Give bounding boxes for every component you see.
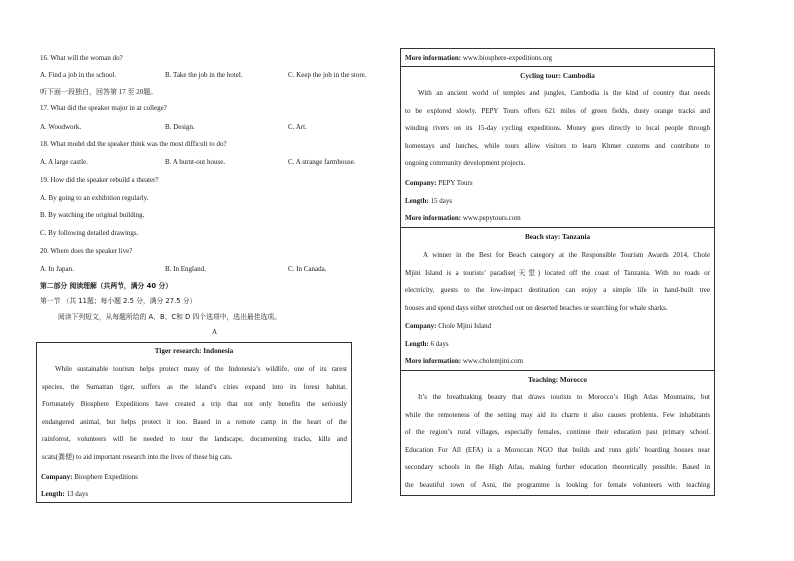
cambodia-line: With an ancient world of temples and jungles, Cambodia is the kind of country that needs [418, 89, 710, 97]
q16-option-a: A. Find a job in the school. [40, 71, 117, 79]
question-18: 18. What model did the speaker think was the most difficult to do? [40, 140, 227, 148]
tiger-line: species, the Sumatran tiger, suffers as the island’s cities expand into its forest habitat. [42, 382, 347, 391]
length-label: Length: [41, 490, 65, 498]
divider [401, 66, 714, 67]
cambodia-paragraph [405, 85, 710, 173]
tiger-title: Tiger research: Indonesia [154, 347, 234, 355]
tanzania-line: A winner in the Best for Beach category at the Responsible Tourism Awards 2014, Chole [423, 251, 710, 259]
tiger-company [41, 473, 138, 482]
length-value: 6 days [430, 340, 449, 348]
company-value: PEPY Tours [438, 179, 473, 187]
section-1-heading: 第一节 （共 11题；每小题 2.5 分，满分 27.5 分） [40, 297, 197, 305]
q17-option-c: C. Art. [288, 123, 307, 131]
length-label: Length: [405, 197, 429, 205]
morocco-line: of the region’s rural villages, especially females, continue their education past primary school. [405, 428, 710, 437]
tanzania-paragraph [405, 247, 710, 317]
company-label: Company: [405, 179, 437, 187]
tiger-line: endangered animal, but helps protect it too. Based in a remote camp in the heart of the [42, 417, 347, 426]
length-value: 15 days [430, 197, 453, 205]
morocco-line: while the remoteness of the setting may aid its charm it also causes problems. Few inhabitants [405, 410, 710, 419]
q16-option-c: C. Keep the job in the store. [288, 71, 367, 79]
question-16: 16. What will the woman do? [40, 54, 123, 62]
tanzania-line: electricity, guests to the low-impact destination can enjoy a simple life in hand-built tree [405, 286, 710, 295]
q16-option-b: B. Take the job in the hotel. [165, 71, 243, 79]
tiger-length [41, 490, 88, 499]
q20-option-a: A. In Japan. [40, 265, 74, 273]
passage-label: A [212, 328, 218, 336]
cambodia-line: ongoing community development projects. [405, 159, 526, 168]
q17-option-a: A. Woodwork. [40, 123, 82, 131]
more-info-url[interactable]: www.cholemjini.com [462, 357, 524, 365]
q20-option-c: C. In Canada. [288, 265, 327, 273]
company-value: Chole Mjini Island [438, 322, 492, 330]
more-info-url[interactable]: www.biosphere-expeditions.org [462, 54, 553, 62]
tiger-line: Fortunately Biosphere Expeditions have created a trip that not only benefits the seriously [42, 400, 347, 409]
q18-option-b: B. A burnt-out house. [165, 158, 226, 166]
tiger-paragraph [42, 361, 347, 467]
top-more-info [405, 54, 552, 63]
company-value: Biosphere Expeditions [74, 473, 138, 481]
length-label: Length: [405, 340, 429, 348]
tanzania-company [405, 322, 491, 331]
q18-option-c: C. A strange farmhouse. [288, 158, 356, 166]
tiger-line: rainforest, volunteers will be needed to tour the landscape, documenting tracks, kills and [42, 435, 347, 444]
morocco-line: It’s the breathtaking beauty that draws tourists to Morocco’s High Atlas Mountains, but [418, 393, 710, 401]
cambodia-title: Cycling tour: Cambodia [520, 72, 595, 80]
length-value: 13 days [66, 490, 89, 498]
q19-option-a: A. By going to an exhibition regularly. [40, 194, 149, 202]
instruction-17-20: 听下面一段独白，回答第 17 至 20题。 [40, 88, 158, 96]
tanzania-line: houses and spend days either stretched out on deserted beaches or searching for whale sharks. [405, 303, 668, 312]
q20-option-b: B. In England. [165, 265, 206, 273]
divider [401, 370, 714, 371]
q17-option-b: B. Design. [165, 123, 195, 131]
morocco-title: Teaching: Morocco [528, 376, 587, 384]
cambodia-line: winding rivers on its 15-day cycling expeditions. Money goes directly to local people through [405, 124, 710, 133]
question-19: 19. How did the speaker rebuild a theater? [40, 176, 159, 184]
morocco-line: Education For All (EFA) is a Moroccan NGO that builds and runs girls’ boarding houses near [405, 445, 710, 454]
company-label: Company: [405, 322, 437, 330]
part-2-title: 第二部分 阅读理解（共两节，满分 40 分） [40, 282, 173, 290]
morocco-line: the beautiful town of Asni, the programme is looking for female volunteers with teaching [405, 480, 710, 489]
divider [401, 227, 714, 228]
tanzania-length [405, 340, 449, 349]
more-info-label: More information: [405, 54, 462, 62]
q19-option-c: C. By following detailed drawings. [40, 229, 139, 237]
company-label: Company: [41, 473, 73, 481]
cambodia-length [405, 197, 452, 206]
tiger-line: scats(粪便) to aid important research into the lives of these big cats. [42, 452, 233, 461]
tiger-line: While sustainable tourism helps protect many of the Indonesia’s wildlife, one of its rarest [55, 365, 347, 373]
morocco-paragraph [405, 389, 710, 495]
tiger-research-box [36, 342, 352, 503]
more-info-url[interactable]: www.pepytours.com [462, 214, 521, 222]
cambodia-more-info [405, 214, 521, 223]
q19-option-b: B. By watching the original building. [40, 211, 145, 219]
right-column-box [400, 48, 715, 496]
tanzania-more-info [405, 357, 523, 366]
cambodia-line: to be explored slowly. PEPY Tours offers 621 miles of green fields, dusty orange tracks and [405, 106, 710, 115]
question-17: 17. What did the speaker major in at college? [40, 104, 167, 112]
tanzania-title: Beach stay: Tanzania [524, 233, 591, 241]
section-1-instruction: 阅读下列短文，从每题所给的 A、B、C和 D 四个选项中，选出最佳选项。 [58, 313, 281, 321]
q18-option-a: A. A large castle. [40, 158, 88, 166]
tanzania-line: Mjini Island is a tourists’ paradise(天堂) located off the coast of Tanzania. With no roads or [405, 268, 710, 277]
more-info-label: More information: [405, 214, 462, 222]
more-info-label: More information: [405, 357, 462, 365]
morocco-line: secondary schools in the High Atlas, making further education theoretically possible. Based in [405, 463, 710, 472]
cambodia-line: homestays and lunches, while tours allow visitors to learn Khmer customs and contribute to [405, 141, 710, 150]
cambodia-company [405, 179, 473, 188]
question-20: 20. Where does the speaker live? [40, 247, 133, 255]
